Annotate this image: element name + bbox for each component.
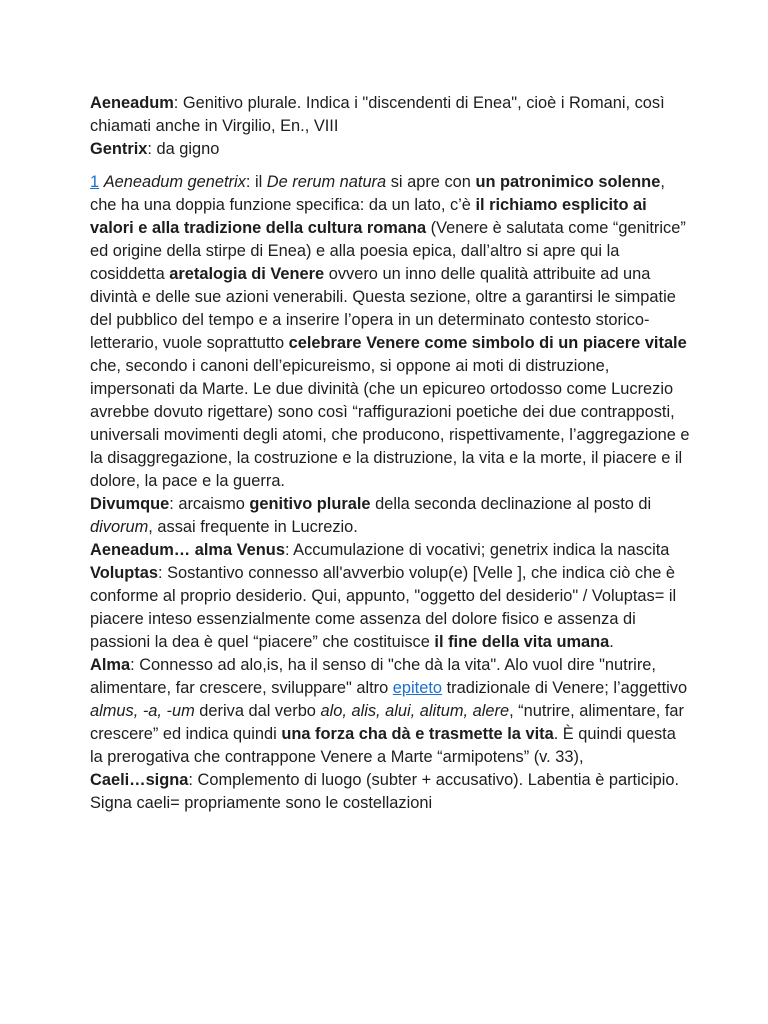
term-caeli-signa: Caeli…signa — [90, 771, 189, 789]
link-epiteto[interactable]: epiteto — [392, 679, 443, 697]
document-body — [90, 92, 690, 815]
entry-aeneadum — [90, 92, 690, 138]
bold-fine-vita: il fine della vita umana — [434, 633, 610, 651]
entry-aeneadum-alma-venus: Aeneadum… alma Venus: Accumulazione di vocativi; genetrix indica la nascita — [90, 541, 670, 559]
entry-caeli-signa: Caeli…signa: Complemento di luogo (subter + accusativo). Labentia è participio. Signa caeli= propriamente sono le costellazioni — [90, 771, 680, 812]
bold-richiamo: il richiamo esplicito ai valori e alla tradizione della cultura romana — [90, 196, 647, 237]
term-gentrix: Gentrix — [90, 140, 148, 158]
entry-alma: Alma: Connesso ad alo,is, ha il senso di "che dà la vita". Alo vuol dire "nutrire, alimentare, far crescere, sviluppare" altro epiteto tradizionale di Venere; l’aggettivo almus, -a, -um deriva dal verbo alo, alis, alui, alitum, alere, “nutrire, alimentare, far crescere” ed indica quindi una forza cha dà e trasmette la vita. È quindi questa la prerogativa che contrappone Venere a Marte “armipotens” (v. 33), — [90, 656, 688, 766]
entry-gentrix — [90, 138, 690, 161]
bold-genitivo-plurale: genitivo plurale — [249, 495, 371, 513]
italic-alo: alo, alis, alui, alitum, alere — [320, 702, 510, 720]
note-1-paragraph: 1 Aeneadum genetrix: il De rerum natura si apre con un patronimico solenne, che ha una doppia funzione specifica: da un lato, c’è il richiamo esplicito ai valori e alla tradizione della cultura romana (Venere è salutata come “genitrice” ed origine della stirpe di Enea) e alla poesia epica, dall’altro si apre qui la cosiddetta aretalogia di Venere ovvero un inno delle qualità attribuite ad una divintà e delle sue azioni venerabili. Questa sezione, oltre a garantirsi le simpatie del pubblico del tempo e a inserire l’opera in un determinato contesto storico-letterario, vuole soprattutto celebrare Venere come simbolo di un piacere vitale che, secondo i canoni dell’epicureismo, si oppone ai moti di distruzione, impersonati da Marte. Le due divinità (che un epicureo ortodosso come Lucrezio avrebbe dovuto rigettare) sono così “raffigurazioni poetiche dei due contrapposti, universali movimenti degli atomi, che producono, rispettivamente, l’aggregazione e la disaggregazione, la costruzione e la distruzione, la vita e la morte, il piacere e il dolore, la pace e la guerra. — [90, 173, 690, 490]
italic-aeneadum-genetrix: Aeneadum genetrix — [103, 173, 246, 191]
bold-aretalogia: aretalogia di Venere — [169, 265, 325, 283]
term-divumque: Divumque — [90, 495, 170, 513]
bold-forza-vita: una forza cha dà e trasmette la vita — [281, 725, 554, 743]
definition-gentrix: : da gigno — [147, 140, 220, 158]
entry-voluptas: Voluptas: Sostantivo connesso all'avverbio volup(e) [Velle ], che indica ciò che è conforme al proprio desiderio. Qui, appunto, "oggetto del desiderio" / Voluptas= il piacere inteso essenzialmente come assenza del dolore fisico e assenza di passioni la dea è quel “piacere” che costituisce il fine della vita umana. — [90, 564, 677, 651]
term-voluptas: Voluptas — [90, 564, 158, 582]
italic-de-rerum-natura: De rerum natura — [266, 173, 387, 191]
bold-celebrare-venere: celebrare Venere come simbolo di un piacere vitale — [288, 334, 687, 352]
italic-divorum: divorum — [90, 518, 149, 536]
entry-divumque: Divumque: arcaismo genitivo plurale della seconda declinazione al posto di divorum, assai frequente in Lucrezio. — [90, 495, 652, 536]
term-alma: Alma — [90, 656, 131, 674]
footnote-link-1[interactable]: 1 — [90, 173, 100, 191]
bold-patronimico: un patronimico solenne — [475, 173, 661, 191]
italic-almus: almus, -a, -um — [90, 702, 195, 720]
term-aeneadum-alma-venus: Aeneadum… alma Venus — [90, 541, 285, 559]
term-aeneadum: Aeneadum — [90, 94, 174, 112]
definition-aeneadum: : Genitivo plurale. Indica i "discendenti di Enea", cioè i Romani, così chiamati anche in Virgilio, En., VIII — [90, 94, 665, 135]
